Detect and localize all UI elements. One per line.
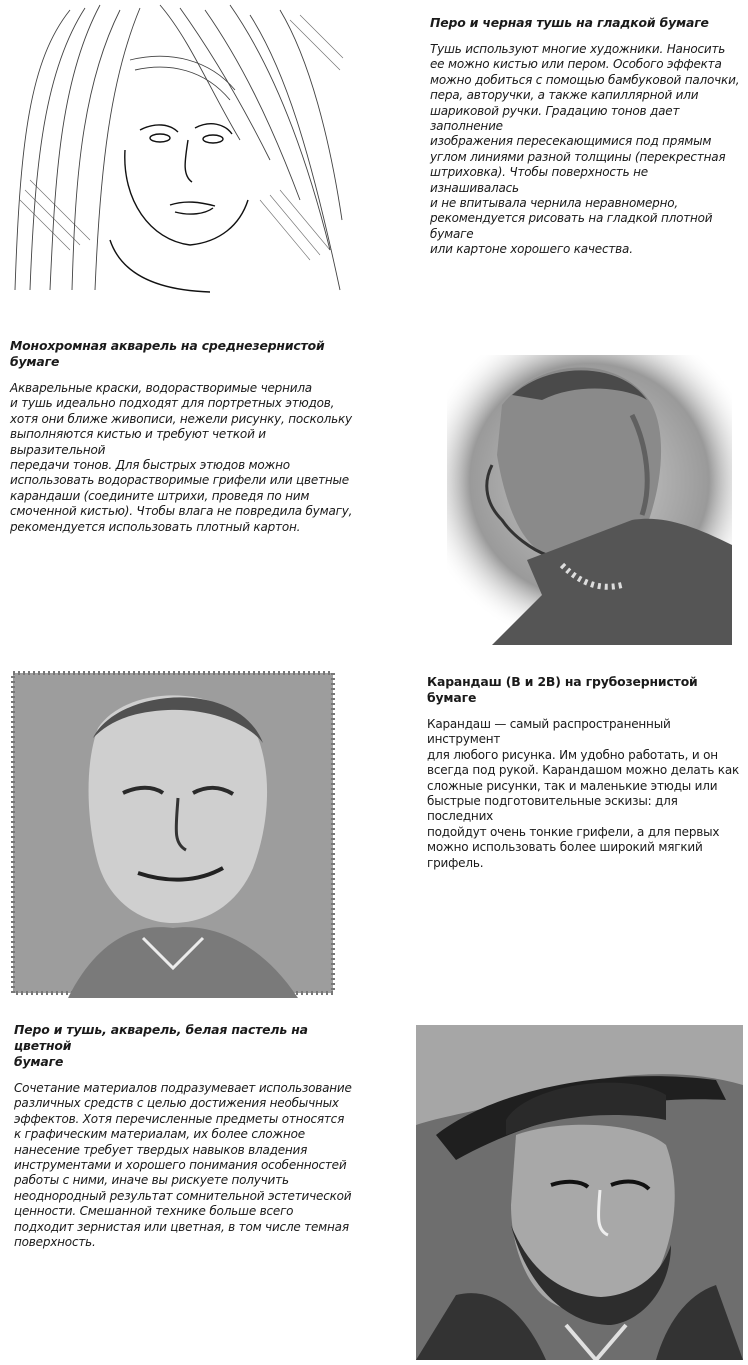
section-body: Тушь используют многие художники. Наносить ее можно кистью или пером. Особого эффекта можно добиться с помощью бамбуковой палочки, пера, авторучки, а также капиллярной или шариковой ручки. Градацию тонов дает заполнение изображения пересекающимися под прямым углом линиями разной толщины (перекрестная штриховка). Чтобы поверхность не изнашивалась и не впитывала чернила неравномерно, рекомендуется рисовать на гладкой плотной бумаге или картоне хорошего качества. (430, 42, 740, 257)
section-title: Карандаш (В и 2В) на грубозернистой бумаге (427, 674, 698, 705)
mixed-media-man-illustration (416, 1025, 743, 1360)
section-body: Карандаш — самый распространенный инструмент для любого рисунка. Им удобно работать, и он всегда под рукой. Карандашом можно делать как сложные рисунки, так и маленькие этюды или быстрые подготовительные эскизы: для последних подойдут очень тонкие грифели, а для первых можно использовать более широкий мягкий грифель. (427, 717, 740, 870)
watercolor-man-illustration (432, 345, 740, 650)
section-body: Сочетание материалов подразумевает использование различных средств с целью достижения необычных эффектов. Хотя перечисленные предметы относятся к графическим материалам, их более сложное нанесение требует твердых навыков владения инструментами и хорошего понимания особенностей работы с ними, иначе вы рискуете получить неоднородный результат сомнительной эстетической ценности. Смешанной технике больше всего подходит зернистая или цветная, в том числе темная поверхность. (14, 1081, 352, 1250)
section-pen-ink (430, 15, 740, 258)
pencil-man-portrait-icon (8, 668, 338, 998)
section-title: Перо и черная тушь на гладкой бумаге (430, 15, 709, 30)
pencil-man-illustration (8, 668, 338, 998)
pen-ink-woman-portrait-icon (10, 0, 345, 295)
section-pencil (427, 674, 742, 871)
section-title: Монохромная акварель на среднезернистой бумаге (10, 338, 325, 369)
section-title: Перо и тушь, акварель, белая пастель на цветной бумаге (14, 1022, 308, 1069)
section-mixed-media (14, 1022, 364, 1250)
watercolor-man-profile-icon (432, 345, 740, 650)
mixed-media-man-in-hat-icon (416, 1025, 743, 1360)
section-watercolor (10, 338, 360, 535)
pen-ink-woman-illustration (10, 0, 345, 295)
section-body: Акварельные краски, водорастворимые чернила и тушь идеально подходят для портретных этюдов, хотя они ближе живописи, нежели рисунку, поскольку выполняются кистью и требуют четкой и выразительной передачи тонов. Для быстрых этюдов можно использовать водорастворимые грифели или цветные карандаши (соедините штрихи, проведя по ним смоченной кистью). Чтобы влага не повредила бумагу, рекомендуется использовать плотный картон. (10, 381, 353, 534)
